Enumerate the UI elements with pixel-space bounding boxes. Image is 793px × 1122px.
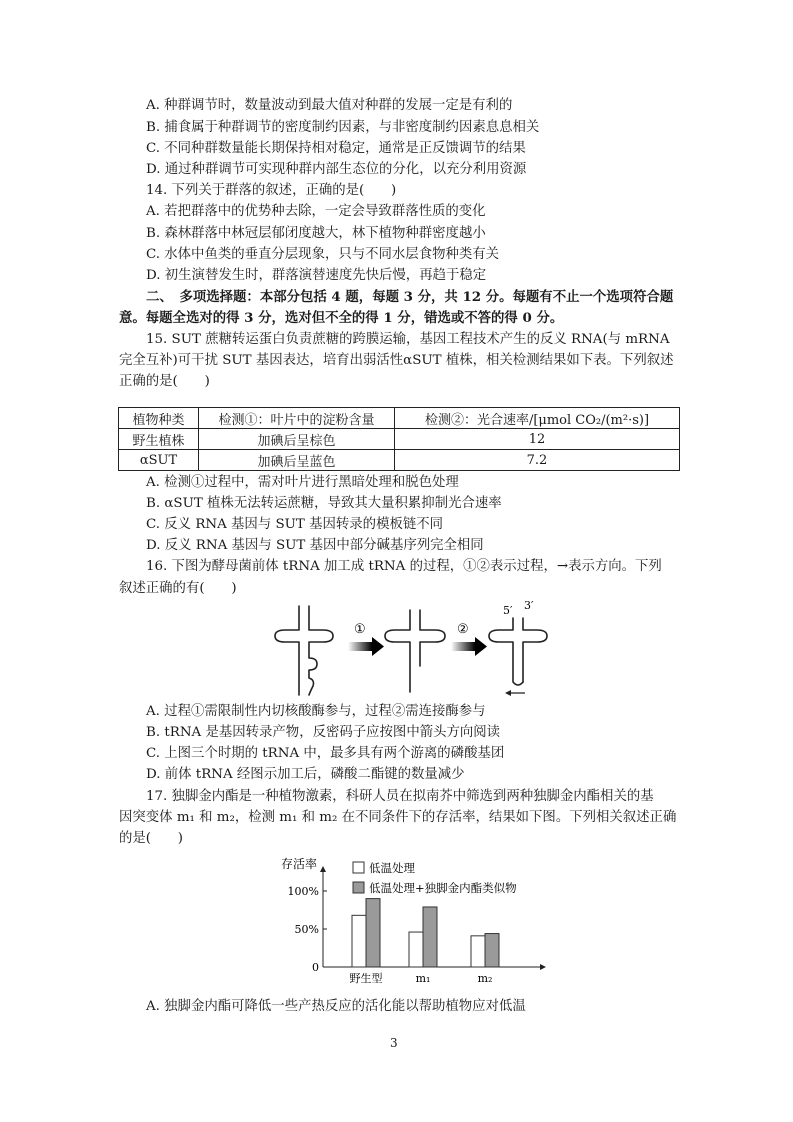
- step2-arrow: [451, 637, 487, 656]
- q16-option-b: B. tRNA 是基因转录产物，反密码子应按图中箭头方向阅读: [146, 725, 501, 740]
- mature-trna-shape: [489, 618, 547, 685]
- direction-arrow: [505, 690, 525, 696]
- bar-cold: [352, 915, 366, 967]
- five-prime-label: 5′: [503, 604, 513, 617]
- q13-option-c: C. 不同种群数量能长期保持相对稳定，通常是正反馈调节的结果: [146, 141, 526, 156]
- q15-option-a: A. 检测①过程中，需对叶片进行黑暗处理和脱色处理: [146, 475, 459, 490]
- legend-swatch: [353, 862, 364, 873]
- three-prime-label: 3′: [524, 600, 534, 612]
- table-cell: 12: [395, 429, 680, 450]
- q15-stem-3: 正确的是( ): [119, 374, 210, 389]
- q14-stem: 14. 下列关于群落的叙述，正确的是( ): [146, 183, 397, 198]
- table-cell: αSUT: [119, 450, 199, 471]
- table-cell: 7.2: [395, 450, 680, 471]
- table-header: 检测②：光合速率/[μmol CO₂/(m²·s)]: [395, 408, 680, 429]
- legend-label: 低温处理+独脚金内酯类似物: [369, 881, 517, 895]
- table-header: 植物种类: [119, 408, 199, 429]
- y-axis-arrow: [320, 866, 326, 872]
- q17-stem-1: 17. 独脚金内酯是一种植物激素，科研人员在拟南芥中筛选到两种独脚金内酯相关的基: [146, 789, 654, 804]
- x-tick-label: m₂: [477, 972, 493, 985]
- q16-option-d: D. 前体 tRNA 经图示加工后，磷酸二酯键的数量减少: [146, 767, 465, 782]
- q16-stem-2: 叙述正确的有( ): [119, 581, 237, 596]
- bar-cold: [471, 936, 485, 967]
- intermediate-trna-shape: [385, 610, 445, 692]
- table-row: [119, 450, 680, 471]
- q13-option-b: B. 捕食属于种群调节的密度制约因素，与非密度制约因素息息相关: [146, 120, 540, 135]
- table-cell: 加碘后呈棕色: [199, 429, 395, 450]
- y-tick-label: 100%: [287, 885, 319, 898]
- q15-stem-2: 完全互补)可干扰 SUT 基因表达，培育出弱活性αSUT 植株，相关检测结果如下表。下列叙述: [119, 353, 674, 368]
- step1-arrow: [348, 637, 384, 656]
- q17-stem-3: 的是( ): [119, 831, 184, 846]
- q14-option-d: D. 初生演替发生时，群落演替速度先快后慢，再趋于稳定: [146, 268, 487, 283]
- section2-heading-cont: 意。每题全选对的得 3 分，选对但不全的得 1 分，错选或不答的得 0 分。: [119, 310, 564, 326]
- table-cell: 野生植株: [119, 429, 199, 450]
- x-tick-label: m₁: [415, 972, 431, 985]
- q16-option-a: A. 过程①需限制性内切核酸酶参与，过程②需连接酶参与: [146, 704, 486, 719]
- y-axis-label: 存活率: [281, 857, 318, 871]
- step2-label: ②: [457, 622, 469, 637]
- q14-option-c: C. 水体中鱼类的垂直分层现象，只与不同水层食物种类有关: [146, 247, 500, 262]
- section2-heading: 二、 多项选择题：本部分包括 4 题，每题 3 分，共 12 分。每题有不止一个选项符合题: [146, 289, 674, 305]
- table-header: 检测①：叶片中的淀粉含量: [199, 408, 395, 429]
- trna-processing-diagram: [255, 600, 565, 700]
- q17-option-a: A. 独脚金内酯可降低一些产热反应的活化能以帮助植物应对低温: [146, 999, 526, 1014]
- q16-stem-1: 16. 下图为酵母菌前体 tRNA 加工成 tRNA 的过程，①②表示过程，→表示方向。下列: [146, 559, 662, 574]
- q17-stem-2: 因突变体 m₁ 和 m₂，检测 m₁ 和 m₂ 在不同条件下的存活率，结果如下图。下列相关叙述正确: [119, 810, 677, 825]
- q13-option-a: A. 种群调节时，数量波动到最大值对种群的发展一定是有利的: [146, 98, 513, 113]
- legend-swatch: [353, 882, 364, 893]
- q14-option-a: A. 若把群落中的优势种去除，一定会导致群落性质的变化: [146, 204, 486, 219]
- x-axis-arrow: [540, 964, 546, 970]
- page-number: 3: [390, 1036, 398, 1050]
- survival-rate-chart: [275, 852, 560, 992]
- q15-option-c: C. 反义 RNA 基因与 SUT 基因转录的模板链不同: [146, 517, 444, 532]
- precursor-trna-shape: [275, 606, 333, 695]
- q15-option-d: D. 反义 RNA 基因与 SUT 基因中部分碱基序列完全相同: [146, 538, 484, 553]
- table-cell: 加碘后呈蓝色: [199, 450, 395, 471]
- q15-option-b: B. αSUT 植株无法转运蔗糖，导致其大量积累抑制光合速率: [146, 496, 502, 511]
- bar-cold-analog: [485, 934, 499, 967]
- x-tick-label: 野生型: [349, 972, 383, 985]
- y-tick-label: 50%: [294, 923, 319, 936]
- bar-cold-analog: [423, 907, 437, 967]
- q14-option-b: B. 森林群落中林冠层郁闭度越大，林下植物种群密度越小: [146, 226, 486, 241]
- bar-cold-analog: [366, 899, 380, 967]
- q15-data-table: [118, 407, 680, 471]
- table-header-row: [119, 408, 680, 429]
- legend-label: 低温处理: [369, 861, 415, 875]
- y-tick-label: 0: [312, 961, 319, 974]
- bar-cold: [409, 932, 423, 967]
- step1-label: ①: [354, 622, 366, 637]
- table-row: [119, 429, 680, 450]
- q13-option-d: D. 通过种群调节可实现种群内部生态位的分化，以充分利用资源: [146, 162, 527, 177]
- q16-option-c: C. 上图三个时期的 tRNA 中，最多具有两个游离的磷酸基团: [146, 746, 505, 761]
- q15-stem-1: 15. SUT 蔗糖转运蛋白负责蔗糖的跨膜运输，基因工程技术产生的反义 RNA(与 mRNA: [146, 332, 670, 347]
